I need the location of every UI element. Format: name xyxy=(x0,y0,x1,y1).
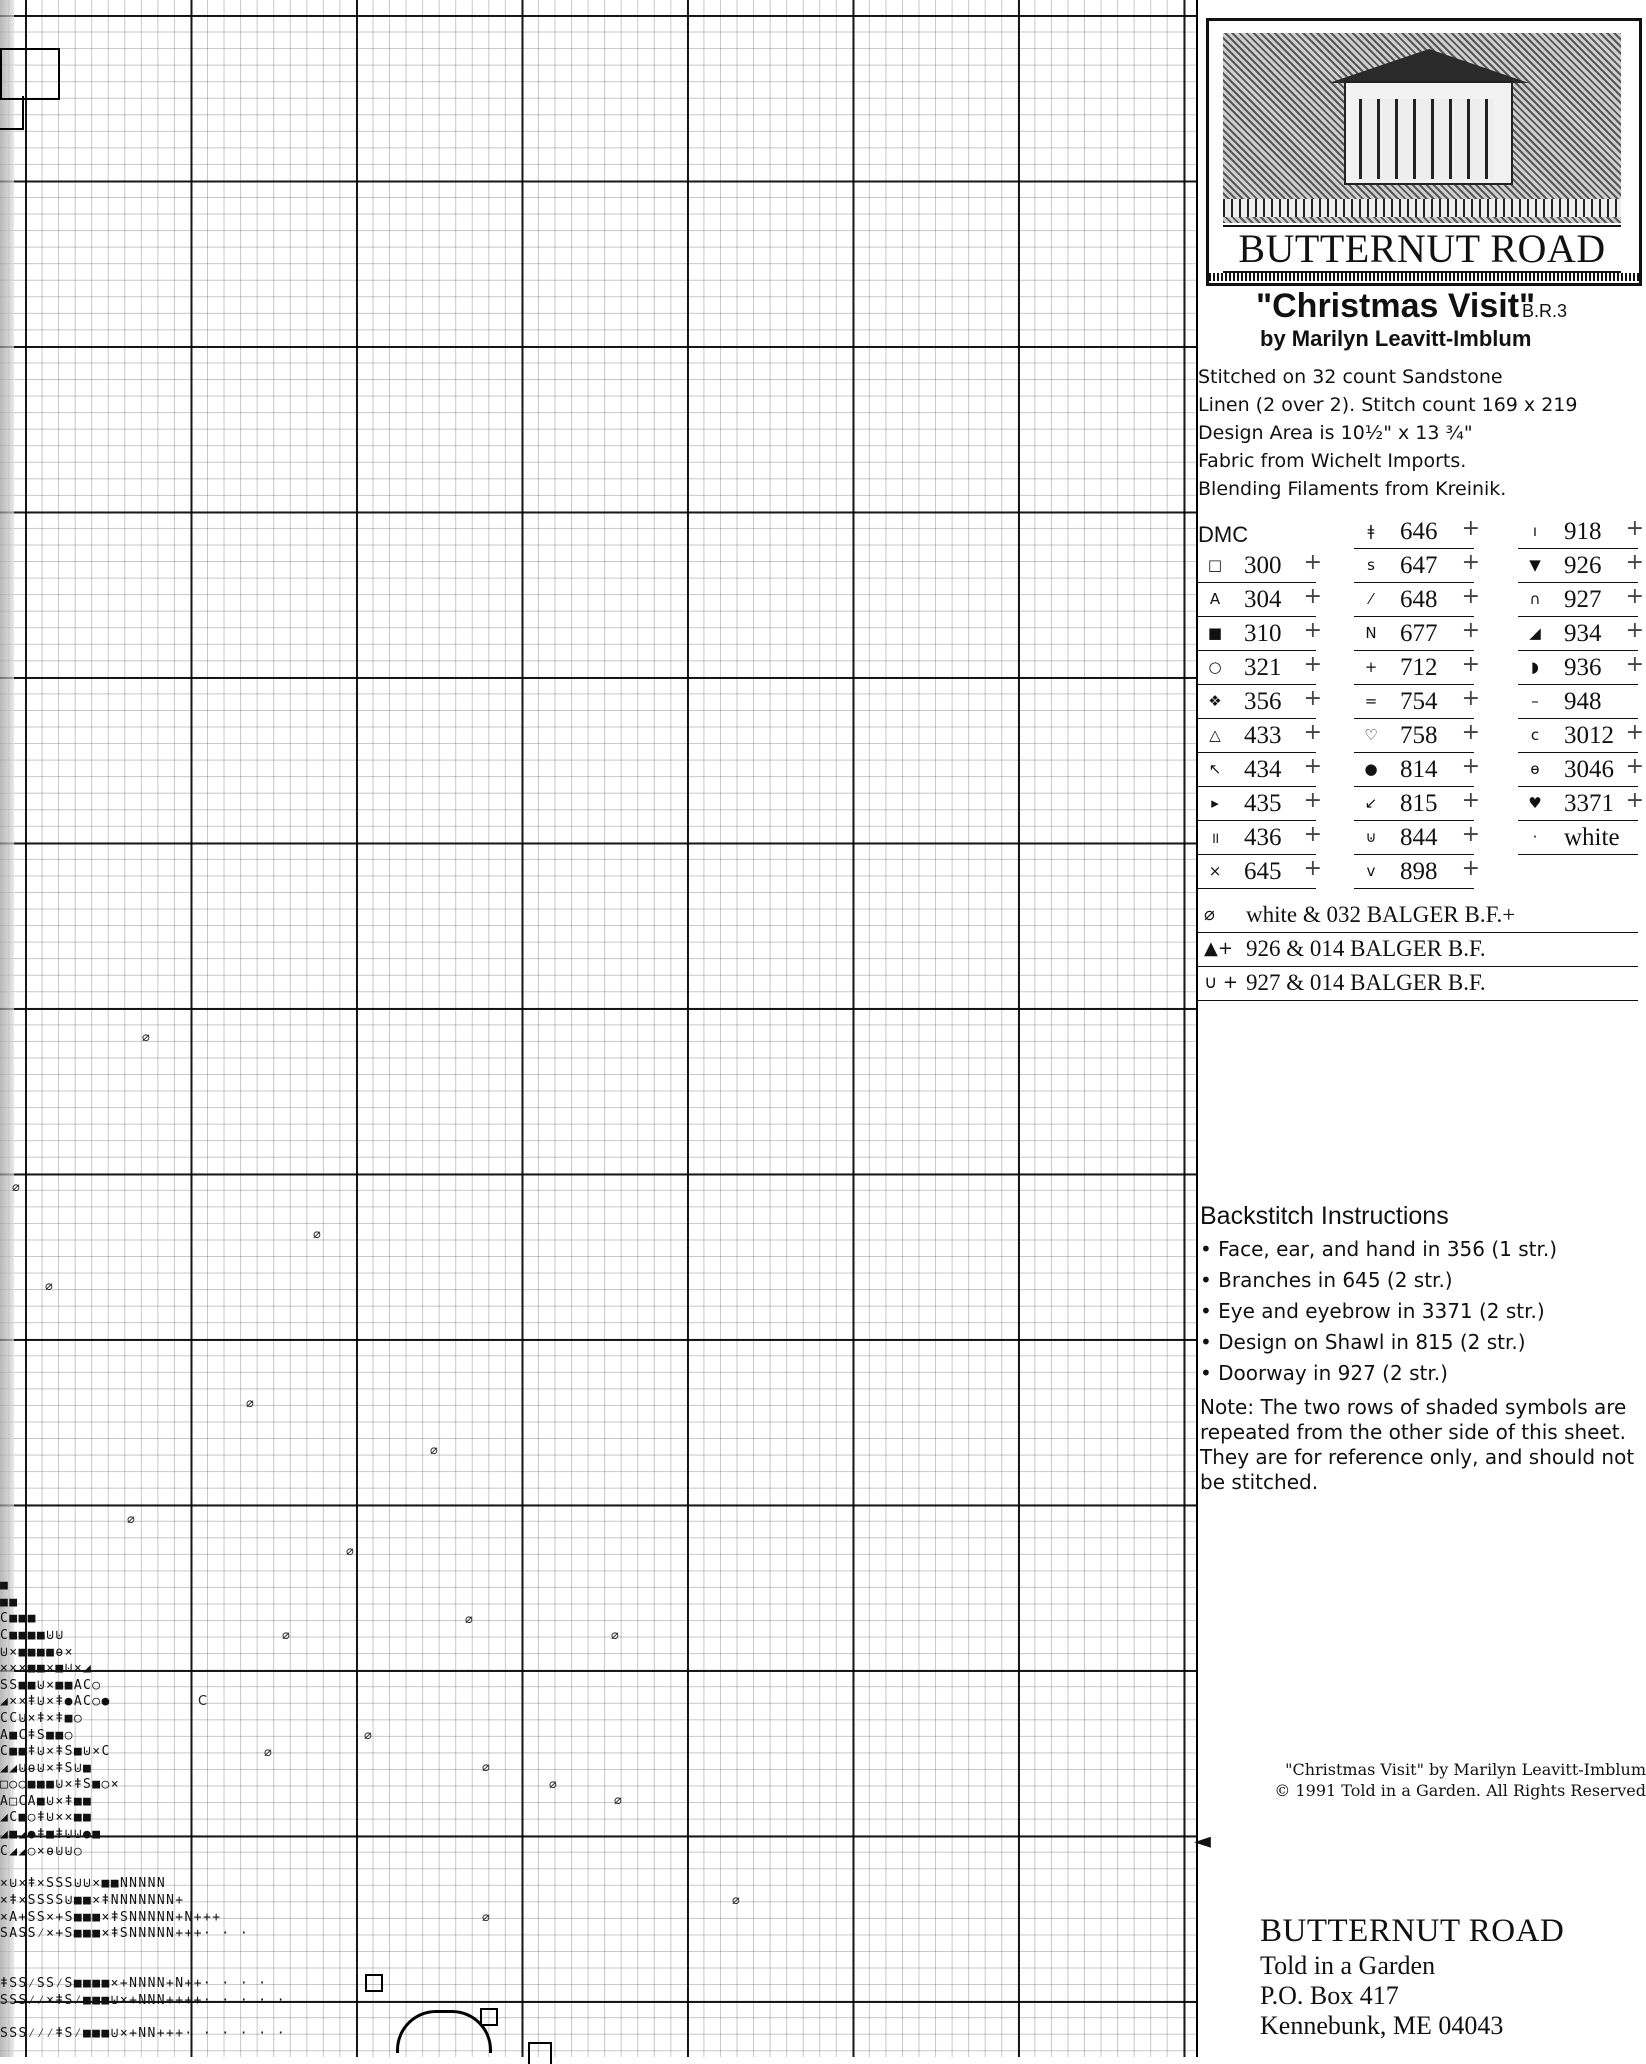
stitch-row: ■■ xyxy=(0,1595,19,1610)
stitch-row: ◢C■○ǂ⊍××■■ xyxy=(0,1810,93,1825)
backstitch-box xyxy=(480,2008,498,2026)
key-row: ⁄ 648 + xyxy=(1354,584,1474,617)
key-symbol: v xyxy=(1366,862,1376,880)
key-number: 321 xyxy=(1244,654,1282,681)
key-symbol: ♥ xyxy=(1528,794,1542,812)
backstitch-box xyxy=(365,1974,383,1992)
stitch-row: ◢■◢●ǂ■ǂ⊍⊍●■ xyxy=(0,1827,102,1842)
key-number: 310 xyxy=(1244,620,1282,647)
key-number: 3371 xyxy=(1564,790,1614,817)
blend-symbol: ⌀ xyxy=(12,1180,20,1195)
key-symbol: ı xyxy=(1532,522,1538,540)
stitch-row: SSS⁄⁄⁄ǂS⁄■■■⊍×+NN+++· · · · · · xyxy=(0,2026,286,2041)
info-line: Design Area is 10½" x 13 ¾" xyxy=(1198,422,1473,444)
key-number: 435 xyxy=(1244,790,1282,817)
key-row xyxy=(1518,822,1638,855)
logo-name: BUTTERNUT ROAD xyxy=(1223,225,1621,273)
key-symbol: ǂ xyxy=(1367,522,1375,540)
key-symbol: ∩ xyxy=(1529,590,1541,608)
key-number: 356 xyxy=(1244,688,1282,715)
blend-symbol: ⌀ xyxy=(611,1628,619,1643)
key-row: N 677 + xyxy=(1354,618,1474,651)
key-symbol: ↖ xyxy=(1208,760,1222,778)
key-number: 927 xyxy=(1564,586,1602,613)
backstitch-item: • Branches in 645 (2 str.) xyxy=(1200,1268,1453,1292)
key-number: 898 xyxy=(1400,858,1438,885)
chart-corner-mark xyxy=(0,96,24,130)
key-symbol: □ xyxy=(1207,556,1223,574)
blend-text: 926 & 014 BALGER B.F. xyxy=(1246,936,1486,961)
publisher-line: P.O. Box 417 xyxy=(1260,1981,1399,2010)
blend-symbol: ⌀ xyxy=(364,1728,372,1743)
stitch-row: CC⊍×ǂ×ǂ■○ xyxy=(0,1711,84,1726)
key-symbol: ❖ xyxy=(1208,692,1222,710)
key-number: 758 xyxy=(1400,722,1438,749)
key-number: 934 xyxy=(1564,620,1602,647)
backstitch-item: • Face, ear, and hand in 356 (1 str.) xyxy=(1200,1237,1558,1261)
key-row: ı 918 + xyxy=(1518,516,1638,549)
key-symbol: c xyxy=(1530,726,1540,744)
info-line: Blending Filaments from Kreinik. xyxy=(1198,478,1507,500)
stitch-row: C◢◢○×ɵ⊍⊍○ xyxy=(0,1844,84,1859)
stitch-row: ×⊍×ǂ×SSS⊍⊍×■■NNNNN xyxy=(0,1876,167,1891)
key-row: ■ 310 + xyxy=(1198,618,1316,651)
key-symbol: + xyxy=(1364,658,1378,676)
key-row: ▸ 435 + xyxy=(1198,788,1316,821)
key-number: 3046 xyxy=(1564,756,1614,783)
blend-symbol: ⌀ xyxy=(614,1793,622,1808)
chart-corner-box xyxy=(0,48,60,100)
center-arrow-icon: ◄ xyxy=(1194,1829,1211,1854)
dmc-heading: DMC xyxy=(1198,522,1249,547)
blend-row xyxy=(1198,968,1638,1001)
stitch-row: A■CǂS■■○ xyxy=(0,1728,74,1743)
stitch-row: ◢××ǂ⊍×ǂ●AC○● xyxy=(0,1694,111,1709)
pattern-code: B.R.3 xyxy=(1522,301,1568,321)
blend-symbol: ⌀ xyxy=(246,1396,254,1411)
stitch-row: C■■■ xyxy=(0,1611,37,1626)
key-row: △ 433 + xyxy=(1198,720,1316,753)
reference-note: Note: The two rows of shaded symbols are repeated from the other side of this sheet. They are for reference only, and should not be stitched. xyxy=(1200,1395,1635,1494)
key-row: ◢ 934 + xyxy=(1518,618,1638,651)
blend-symbol: ⌀ xyxy=(430,1443,438,1458)
key-row: ♥ 3371 + xyxy=(1518,788,1638,821)
backstitch-box xyxy=(528,2042,552,2064)
info-line: Stitched on 32 count Sandstone xyxy=(1198,366,1503,388)
key-number: 926 xyxy=(1564,552,1602,579)
key-row: ↖ 434 + xyxy=(1198,754,1316,787)
stitch-row: C■■ǂ⊍×ǂS■⊍×C xyxy=(0,1744,111,1759)
key-number: 844 xyxy=(1400,824,1438,851)
blend-symbol: ∪ + xyxy=(1204,972,1238,993)
key-row: ⊍ 844 + xyxy=(1354,822,1474,855)
stitch-row: SS■■⊍×■■AC○ xyxy=(0,1678,102,1693)
key-row: × 645 + xyxy=(1198,856,1316,889)
key-row: ∩ 927 + xyxy=(1518,584,1638,617)
blend-symbol: ▲+ xyxy=(1204,938,1233,959)
key-symbol: ▸ xyxy=(1211,794,1219,812)
stitch-row: □○○■■■⊍×ǂS■○× xyxy=(0,1777,120,1792)
key-row: A 304 + xyxy=(1198,584,1316,617)
stitch-row: ■ xyxy=(0,1578,10,1593)
blend-symbol: ⌀ xyxy=(1204,904,1215,925)
publisher-name: BUTTERNUT ROAD xyxy=(1260,1913,1565,1949)
blend-symbol: ⌀ xyxy=(549,1777,557,1792)
key-symbol: · xyxy=(1532,828,1538,846)
key-symbol: s xyxy=(1367,556,1375,574)
blend-symbol: ⌀ xyxy=(313,1227,321,1242)
key-symbol: ■ xyxy=(1207,624,1223,642)
key-number: 948 xyxy=(1564,688,1602,715)
key-row: ○ 321 + xyxy=(1198,652,1316,685)
key-row: c 3012 + xyxy=(1518,720,1638,753)
blend-symbol: ⌀ xyxy=(482,1910,490,1925)
key-symbol: ◗ xyxy=(1531,658,1539,676)
key-number: 434 xyxy=(1244,756,1282,783)
key-row: ▼ 926 + xyxy=(1518,550,1638,583)
key-symbol: ◢ xyxy=(1529,624,1541,642)
stitch-row: ×××■■×■⊍×◢ xyxy=(0,1661,93,1676)
key-number: white xyxy=(1564,824,1620,851)
key-symbol: ♡ xyxy=(1364,726,1378,744)
key-number: 300 xyxy=(1244,552,1282,579)
key-row: ◗ 936 + xyxy=(1518,652,1638,685)
key-row: s 647 + xyxy=(1354,550,1474,583)
info-panel xyxy=(1198,0,1646,2057)
key-symbol: ▼ xyxy=(1529,556,1541,574)
key-row: = 754 + xyxy=(1354,686,1474,719)
key-symbol: ɵ xyxy=(1530,760,1540,778)
key-row: ● 814 + xyxy=(1354,754,1474,787)
key-symbol: A xyxy=(1209,590,1221,608)
key-number: 647 xyxy=(1400,552,1438,579)
key-number: 677 xyxy=(1400,620,1438,647)
key-row: ॥ 436 + xyxy=(1198,822,1316,855)
key-number: 754 xyxy=(1400,688,1438,715)
key-row: ❖ 356 + xyxy=(1198,686,1316,719)
publisher-line: Kennebunk, ME 04043 xyxy=(1260,2011,1504,2040)
key-row: + 712 + xyxy=(1354,652,1474,685)
stitch-row: SASS⁄×+S■■■×ǂSNNNNN+++· · · xyxy=(0,1926,250,1941)
publisher-line: Told in a Garden xyxy=(1260,1951,1436,1980)
key-row xyxy=(1518,686,1638,719)
butternut-road-logo xyxy=(1206,18,1642,286)
key-row: ɵ 3046 + xyxy=(1518,754,1638,787)
key-symbol: △ xyxy=(1209,726,1221,744)
key-row: ǂ 646 + xyxy=(1354,516,1474,549)
key-symbol: = xyxy=(1364,692,1378,710)
key-row: ↙ 815 + xyxy=(1354,788,1474,821)
key-symbol: ● xyxy=(1364,760,1378,778)
blend-text: 927 & 014 BALGER B.F. xyxy=(1246,970,1486,995)
key-number: 646 xyxy=(1400,518,1438,545)
key-symbol: ॥ xyxy=(1210,829,1220,847)
key-number: 436 xyxy=(1244,824,1282,851)
blend-symbol: ⌀ xyxy=(127,1512,135,1527)
key-symbol: × xyxy=(1208,862,1222,880)
key-number: 648 xyxy=(1400,586,1438,613)
blend-symbol: ⌀ xyxy=(142,1030,150,1045)
key-number: 304 xyxy=(1244,586,1282,613)
stitch-row: ⊍×■■■■ɵ× xyxy=(0,1645,74,1660)
blend-symbol: ⌀ xyxy=(482,1760,490,1775)
key-row: □ 300 + xyxy=(1198,550,1316,583)
stitch-row: ǂSS⁄SS⁄S■■■■×+NNNN+N++· · · · xyxy=(0,1976,268,1991)
key-symbol: – xyxy=(1531,692,1539,710)
info-line: Linen (2 over 2). Stitch count 169 x 219 xyxy=(1198,394,1578,416)
blend-symbol: ⌀ xyxy=(45,1279,53,1294)
blend-symbol: ⌀ xyxy=(264,1745,272,1760)
backstitch-item: • Doorway in 927 (2 str.) xyxy=(1200,1361,1448,1385)
copyright-line: © 1991 Told in a Garden. All Rights Reserved xyxy=(1274,1781,1646,1800)
blend-text: white & 032 BALGER B.F.+ xyxy=(1246,902,1516,927)
stitch-row: C■■■■⊍⊍ xyxy=(0,1628,65,1643)
stitch-row: ×ǂ×SSSS⊍■■×ǂNNNNNNN+ xyxy=(0,1893,185,1908)
key-number: 712 xyxy=(1400,654,1438,681)
key-row: v 898 + xyxy=(1354,856,1474,889)
key-number: 936 xyxy=(1564,654,1602,681)
key-symbol: ⊍ xyxy=(1365,828,1377,846)
blend-symbol: ⌀ xyxy=(465,1612,473,1627)
stitch-row: A□CA■⊍×ǂ■■ xyxy=(0,1794,93,1809)
key-symbol: ⁄ xyxy=(1369,590,1373,608)
blend-row xyxy=(1198,900,1638,933)
blend-symbol: ⌀ xyxy=(346,1544,354,1559)
backstitch-heading: Backstitch Instructions xyxy=(1200,1202,1449,1230)
key-symbol: ↙ xyxy=(1364,794,1378,812)
copyright-line: "Christmas Visit" by Marilyn Leavitt-Imblum xyxy=(1285,1760,1646,1779)
key-number: 815 xyxy=(1400,790,1438,817)
key-row: ♡ 758 + xyxy=(1354,720,1474,753)
stitch-row: ◢◢⊍ɵ⊍×ǂS⊍■ xyxy=(0,1761,93,1776)
stitch-row: SSS⁄⁄×ǂS⁄■■■⊍×+NNN++++· · · · · xyxy=(0,1993,286,2008)
info-line: Fabric from Wichelt Imports. xyxy=(1198,450,1467,472)
blend-symbol: ⌀ xyxy=(732,1893,740,1908)
blend-row xyxy=(1198,934,1638,967)
key-number: 814 xyxy=(1400,756,1438,783)
backstitch-item: • Design on Shawl in 815 (2 str.) xyxy=(1200,1330,1526,1354)
key-symbol: ○ xyxy=(1208,658,1222,676)
key-number: 645 xyxy=(1244,858,1282,885)
pattern-title: "Christmas Visit" xyxy=(1256,287,1536,325)
blend-symbol: ⌀ xyxy=(282,1628,290,1643)
key-number: 918 xyxy=(1564,518,1602,545)
key-number: 3012 xyxy=(1564,722,1614,749)
pattern-author: by Marilyn Leavitt-Imblum xyxy=(1260,326,1532,351)
key-number: 433 xyxy=(1244,722,1282,749)
backstitch-doorway-arc xyxy=(396,2010,492,2053)
key-symbol: N xyxy=(1365,624,1377,642)
stitch-row: ×A+SS×+S■■■×ǂSNNNNN+N+++ xyxy=(0,1910,222,1925)
c-symbol: C xyxy=(198,1694,208,1709)
backstitch-item: • Eye and eyebrow in 3371 (2 str.) xyxy=(1200,1299,1545,1323)
